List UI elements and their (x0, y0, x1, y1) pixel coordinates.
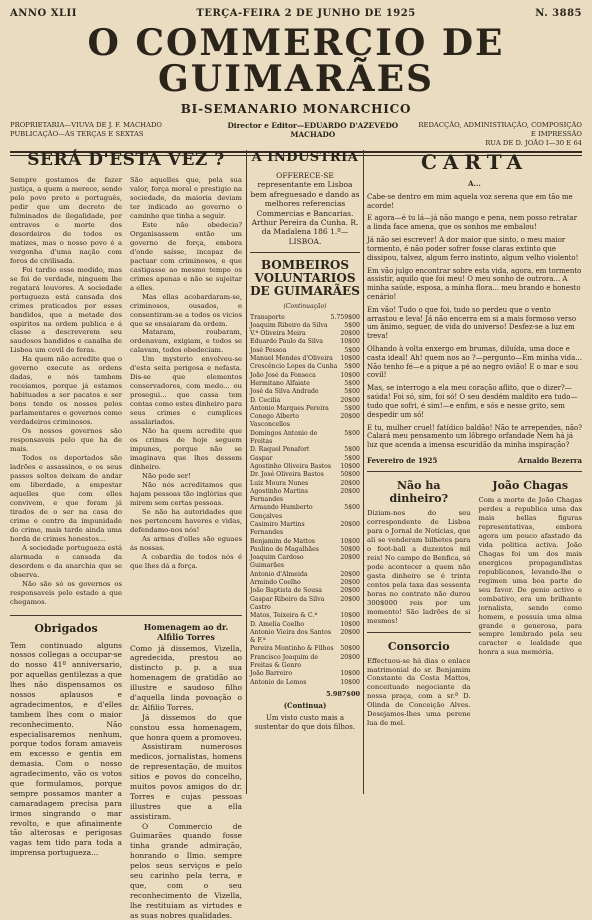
poem-stanza: Cabe-se dentro em mim aquela voz serena que em tão me acorde! (367, 193, 582, 211)
newspaper-title: O COMMERCIO DE GUIMARÃES (10, 25, 582, 97)
lead-paragraph: Se não ha autoridades que nos pertencem haveres e vidas, defendamo-nos nós! (130, 508, 242, 535)
donation-name: Agostinho Oliveira Bastos (250, 463, 335, 471)
donation-value: 10$00 (340, 621, 360, 629)
donation-name: Armando Humberto Gonçalves (250, 504, 344, 521)
donation-row (250, 446, 360, 454)
donation-name: D. Cecilia (250, 397, 284, 405)
donation-value: 5$00 (344, 380, 360, 388)
left-column (10, 150, 242, 794)
donation-value: 10$00 (340, 612, 360, 620)
donation-name: Benjamim de Mattos (250, 538, 319, 546)
top-meta (10, 8, 582, 19)
donation-row (250, 504, 360, 521)
donation-row (250, 596, 360, 613)
donation-value: 50$00 (340, 546, 360, 554)
donation-value: 10$00 (340, 463, 360, 471)
lead-paragraph: Este não obedecia? Organisassem então um governo de força, embora d'onde saísse, incapaz de pactuar com criminosos, e que castigasse ao mesmo tempo os crimes apenas e não se sujeitar a elles. (130, 221, 242, 293)
donation-row (250, 579, 360, 587)
donation-value: 50$00 (340, 645, 360, 653)
right-column (367, 150, 582, 794)
donation-name: Manuel Mendes d'Oliveira (250, 355, 337, 363)
donation-name: Armindo Coelho (250, 579, 305, 587)
lead-paragraph: A sociedade portugueza está alarmada e cansada da desordem e da anarchia que se observa. (10, 544, 122, 580)
donation-name: D. Amelia Coelho (250, 621, 308, 629)
homenagem-title: Homenagem ao dr. Alfilio Torres (130, 622, 242, 642)
donation-row (250, 571, 360, 579)
lead-paragraph: Não pode ser! (130, 472, 242, 481)
lead-paragraph: Ha quem não acredite que o governo execute as ordens dadas, e nós tambem receiamos, porque já estamos habituados a ser pacatos e ser bons tendo os nossos pelos parlamentares e governos como verdadeiros criminosos. (10, 355, 122, 427)
donation-value: 20$00 (340, 480, 360, 488)
donation-name: Domingos Antonio de Freitas (250, 430, 344, 447)
donation-row (250, 430, 360, 447)
donation-name: V.ª Oliveira Meira (250, 330, 310, 338)
donation-name: João José da Fonseca (250, 372, 320, 380)
donation-name: Crescêncio Lopes da Cunha (250, 363, 341, 371)
lead-paragraph: São aquelles que, pela sua valor, força moral e prestigio na sociedade, da maioria deviam ter indicado ao governo o caminho que tinha a seguir. (130, 176, 242, 221)
lead-article (10, 176, 242, 607)
proprietaria-line: PROPRIETARIA—VIUVA DE J. F. MACHADO (10, 121, 212, 130)
donation-row (250, 679, 360, 687)
lead-paragraph: Foi tardio esse medido, mas se foi de verdade, ninguem lhe regatará louvores. A sociedade portugueza está cansada dos crimes praticados por esses bandidos, que a metade dos espiritos na ordem publica e á classe a descreverem seu saudosos bandidos e canalha de Lisboa um covil de feras. (10, 266, 122, 356)
publisher-info (10, 121, 582, 147)
donation-row (250, 480, 360, 488)
donation-name: Antonio Vieira dos Santos & F.ª (250, 629, 340, 646)
dinheiro-title: Não ha dinheiro? (367, 479, 471, 505)
donation-value: 5$00 (344, 504, 360, 521)
poem-stanza: Mas, se interrogo a ela meu coração aflito, que o dizer?—saúda! Foi só, sim, foi só! O seu desdém maldito era tudo—tudo que sofri, é sim!—e enfim, e sós e nesse grito, sem despedir um só! (367, 384, 582, 419)
consorcio-title: Consorcio (367, 640, 471, 653)
donation-name: Hermitano Alfaiate (250, 380, 314, 388)
continua-label: (Continua) (250, 701, 360, 710)
publicacao-line: PUBLICAÇÃO—ÁS TERÇAS E SEXTAS (10, 130, 212, 139)
donation-name: Francisco Joaquim de Freitas & Genro (250, 654, 340, 671)
industria-ad (250, 150, 360, 253)
director-line: Director e Editor—EDUARDO D'AZEVEDO MACHADO (212, 121, 414, 140)
donation-name: Antonio d'Almeida (250, 571, 312, 579)
donation-row (250, 405, 360, 413)
donation-name: Pereira Montinho & Filhos (250, 645, 338, 653)
donation-name: João Barreiro (250, 670, 296, 678)
donation-name: Matos, Teixeira & C.ª (250, 612, 321, 620)
lead-paragraph: Sempre gostamos de fazer justiça, a quem a merece, sendo pelo povo preto e português, pedir que um decreto de fulminados de ilegalidade, por entraves e morte dos desordeiros de todos os matizes, mas o nosso povo é a vergonha d'uma nação com foros de civilisada. (10, 176, 122, 266)
lead-paragraph: As armas d'elles são eguaes ás nossas. (130, 535, 242, 553)
donation-row (250, 388, 360, 396)
carta-salutation: A... (367, 180, 582, 189)
donation-name: Eduardo Paulo da Silva (250, 338, 327, 346)
donation-name: José da Silva Andrade (250, 388, 323, 396)
donation-name: Antonio de Lemos (250, 679, 310, 687)
donation-row (250, 621, 360, 629)
date-label: TERÇA-FEIRA 2 DE JUNHO DE 1925 (196, 8, 415, 19)
consorcio-text: Effectuou-se há dias o enlace matrimonial do sr. Benjamim Constante da Costa Mattos, conceituado negociante da nossa praça, com a sr.ª D. Olinda de Conceição Alves. Desejamos-lhes uma perene lua de mel. (367, 657, 471, 729)
lead-paragraph: Um mysterio envolveu-se d'esta seita perigosa e nefasta. Dis-se que elementos conservadores, com medo... ou prosegui... que cassa tem contas como estes dinheiro para seus crimes e cumplices assalariados. (130, 355, 242, 427)
issue-number: N. 3885 (535, 8, 582, 19)
lower-left-articles (10, 615, 242, 920)
donation-name: Transporte (250, 314, 289, 322)
bombeiros-title: BOMBEIROS VOLUNTARIOS DE GUIMARÃES (250, 259, 360, 299)
donation-value: 10$00 (340, 538, 360, 546)
industria-text: OFFERECE-SE representante em Lisboa bem afreguesado e dando as melhores referencias Commercias e Bancarias. Arthur Pereira da Cunha. R. da Madalena 186 1.º—LISBOA. (250, 171, 360, 246)
obrigados-text: Tem continuado alguns nossos collegas a occupar-se do nosso 41º anniversario, por aquellas gentilezas a que lhes não dispensamos os nossos aplausos e agradecimentos, e d'elles tambem lhes com o maior reconhecimento. Não especialisaremos nenhum, porque todos foram amaveis em excesso e gentis em demasia. Com o nosso agradecimento, vão os votos que formulamos, porque sempre possamos manter a camaradagem precisa para irmos singrando o mar revolto, e que afinaimente tão alterosas e perigosas vagas tem tido para toda a imprensa portugueza... (10, 641, 122, 859)
donation-value: 20$00 (340, 521, 360, 538)
lead-paragraph: Os nossos governos são responsaveis pelo que ha de mais. (10, 427, 122, 454)
donation-value: 20$00 (340, 654, 360, 671)
donation-row (250, 380, 360, 388)
donation-value: 5.759$00 (330, 314, 360, 322)
donation-value: 20$00 (340, 397, 360, 405)
donation-name: Luiz Moura Nunes (250, 480, 312, 488)
obrigados-title: Obrigados (10, 622, 122, 635)
column-divider (246, 150, 247, 794)
right-bottom-articles (367, 471, 582, 728)
continuation-label: (Continuação) (250, 303, 360, 310)
donation-value: 5$00 (344, 347, 360, 355)
donation-value: 10$00 (340, 372, 360, 380)
lead-headline: SERÁ D'ESTA VEZ ? (10, 150, 242, 170)
donation-value: 10$00 (340, 355, 360, 363)
donation-row (250, 546, 360, 554)
homenagem-text: Assistiram numerosos medicos, jornalistas, homens de representação, de muitos sitios e povos do concelho, muitos povos amigos do dr. Torres e cujas pessoas illustres que a ella assistiram. (130, 742, 242, 821)
lead-paragraph: Mas ellas acobardaram-se, criminosos, ousados, e consentiram-se a todos os vicios que se ensaiaram da ordem. (130, 293, 242, 329)
donation-row (250, 587, 360, 595)
donation-name: José Pessoa (250, 347, 290, 355)
chagas-title: João Chagas (479, 479, 583, 492)
carta-author: Arnaldo Bezerra (518, 456, 582, 465)
carta-poem (367, 180, 582, 450)
lead-paragraph: Não nós acreditamos que hajam pessoas tão inglórias que mirem sem certas pessoas. (130, 481, 242, 508)
donation-name: João Baptista de Sousa (250, 587, 326, 595)
middle-bottom-note: Um visto custo mais a sustentar do que dois filhos. (250, 714, 360, 732)
donation-value: 5$00 (344, 446, 360, 454)
donation-value: 10$00 (340, 679, 360, 687)
donation-name: Gaspar (250, 455, 276, 463)
donation-value: 20$00 (340, 571, 360, 579)
poem-stanza: E tu, mulher cruel! fatídico baldão! Não te arrependes, não? Calará meu pensamento um lôbrego orfandade Nem há já luz que acenda a imensa escuridão da minha inspiração? (367, 424, 582, 450)
donation-row (250, 538, 360, 546)
donation-value: 50$00 (340, 471, 360, 479)
donation-row (250, 629, 360, 646)
donation-value: 20$00 (340, 629, 360, 646)
homenagem-text: Já dissemos do que constou essa homenagem, que honra quem a promoveu. (130, 713, 242, 743)
donation-row (250, 654, 360, 671)
donation-value: 20$00 (340, 596, 360, 613)
columns-area (10, 150, 582, 794)
redaccao-line: REDACÇÃO, ADMINISTRAÇÃO, COMPOSIÇÃO E IMPRESSÃO (414, 121, 582, 139)
donation-row (250, 322, 360, 330)
column-divider (363, 150, 364, 794)
donation-value: 5$00 (344, 405, 360, 413)
donation-name: Agostinho Martins Fernandes (250, 488, 340, 505)
lead-paragraph: Não ha quem acredite que os crimes de hoje seguem impunes, porque não se imaginava que lhes dessem dinheiro. (130, 427, 242, 472)
donation-list (250, 314, 360, 687)
donation-value: 5$00 (344, 388, 360, 396)
donation-row (250, 612, 360, 620)
newspaper-subtitle: BI-SEMANARIO MONARCHICO (10, 102, 582, 116)
donation-value: 5$00 (344, 430, 360, 447)
poem-stanza: E agora—é tu lá—já não mango e pena, nem posso retratar a linda face amena, que os sonhos me embalou! (367, 214, 582, 232)
donation-value: 5$00 (344, 455, 360, 463)
lead-paragraph: Todos os deportados são ladrões e assassinos, e os seus passos soltos deixam de andar em liberdade, a empestar aquelles que com elles convivem, e que foram já tirados de o ser na casa do crime e centro da impunidade do crime, mais tarde ainda uma horda de crimes honestos... (10, 454, 122, 544)
donation-name: Casimiro Martins Fernandes (250, 521, 340, 538)
middle-column (250, 150, 360, 794)
dinheiro-text: Diziam-nos do seu correspondente de Lisboa para o Jornal de Notícias, que ali se venderam bilhetes para o foot-ball a duzentos mil reis! No campo do Benfica, só pode acontecer a quem não gasta dinheiro se é trinta contos pela taxa das sessenta horas no contrato não durou 300$000 reis por um momento! São ladrões de si mesmos! (367, 509, 471, 626)
donation-name: Antonio Marques Pereira (250, 405, 333, 413)
lead-paragraph: Mataram, roubaram, ordenavam, exigiam, e todos se calavam, todos obedeciam. (130, 328, 242, 355)
year-label: ANNO XLII (10, 8, 77, 19)
donation-row (250, 455, 360, 463)
homenagem-text: Como já dissemos, Vizella, agredecida, prestou ao distincto p. p. a sua homenagem de gratidão ao illustre e saudoso filho d'aquella linda povoação o dr. Alfilio Torres. (130, 644, 242, 713)
carta-date: Fevereiro de 1925 (367, 456, 437, 465)
donation-row (250, 463, 360, 471)
donation-row (250, 330, 360, 338)
donation-name: Conego Alberto Vasconcellos (250, 413, 340, 430)
donation-row (250, 397, 360, 405)
donation-value: 20$00 (340, 554, 360, 571)
carta-signature (367, 456, 582, 465)
donation-row (250, 670, 360, 678)
donation-name: Joaquim Cardoso Guimarães (250, 554, 340, 571)
poem-stanza: Em vão! Tudo o que foi, tudo so perdeu que o vento arrastou e leva! Já não encerra em si a mais formoso verso um ânimo, seguer, de vida do universo! Desfez-se a luz em treva! (367, 306, 582, 341)
donation-name: Joaquim Ribeiro da Silva (250, 322, 332, 330)
donation-row (250, 314, 360, 322)
poem-stanza: Olhando à volta enxergo em brumas, diluída, uma doce e casta ideal! Ah! quem nos ao ?—pergunto—Em minha vida... Não tenho fé—e a pique a pé ao negro ovião! E o mar e sou covil! (367, 345, 582, 380)
donation-value: 5$00 (344, 363, 360, 371)
donation-name: Paulino de Magalhães (250, 546, 323, 554)
donation-row (250, 521, 360, 538)
donation-value: 20$00 (340, 330, 360, 338)
homenagem-text: O Commercio de Guimarães quando fosse tinha grande admiração, honrando o Ilmo. sempre pelos seus serviços e pelo seu carinho pela terra, e que, com o seu reconhecimento de Vizella, lhe restituiam as virtudes e as suas nobres qualidades. (130, 822, 242, 920)
donation-row (250, 363, 360, 371)
donation-value: 5$00 (344, 322, 360, 330)
street-line: RUA DE D. JOÃO I—30 E 64 (414, 139, 582, 148)
donation-total: 5.987$00 (250, 690, 360, 698)
carta-title: CARTA (367, 150, 582, 174)
poem-stanza: Em vão julgo encontrar sobre esta vida, agora, em tormento assistir, aquilo que foi meu! O meu sonho de outrora... A minha saúde, esposa, a minha flora... meu brando e honesto cenário! (367, 267, 582, 302)
donation-name: D. Raquel Penafort (250, 446, 313, 454)
donation-value: 20$00 (340, 587, 360, 595)
donation-row (250, 413, 360, 430)
donation-row (250, 488, 360, 505)
donation-name: Gaspar Ribeiro da Silva Castro (250, 596, 340, 613)
lead-paragraph: Não são só os governos os responsaveis pelo estado a que chegamos. (10, 580, 122, 607)
donation-value: 10$00 (340, 670, 360, 678)
industria-title: A INDUSTRIA (250, 150, 360, 165)
donation-row (250, 372, 360, 380)
donation-value: 20$00 (340, 413, 360, 430)
poem-stanza: Já não sei escrever! A dor maior que sinto, o meu maior tormento, é não poder sofrer fosse claras extinto que dissipou, talvez, algum ferro instinto, algum velho violento! (367, 236, 582, 262)
lead-paragraph: A cobardia de todos nós é que lhes dá a força. (130, 553, 242, 571)
donation-row (250, 347, 360, 355)
chagas-text: Com a morte de João Chagas perdeu a republica uma das mais bellas figuras representativas, embora agora um pouco afastado da vida politica activa. João Chagas foi um dos mais energicos propagandistas republicanos, levando-lhe o regimen uma boa parte do seu favor. De genio activo e combativo, era um brilhante jornalista, sendo como homem, e possuía uma alma grande e generosa, para sempre lembrado pela seu caracter e lealdade que honra a sua memória. (479, 496, 583, 657)
donation-row (250, 645, 360, 653)
donation-row (250, 338, 360, 346)
donation-row (250, 355, 360, 363)
donation-row (250, 554, 360, 571)
donation-row (250, 471, 360, 479)
donation-name: Dr. José Oliveira Bastos (250, 471, 328, 479)
donation-value: 10$00 (340, 338, 360, 346)
donation-value: 20$00 (340, 579, 360, 587)
donation-value: 20$00 (340, 488, 360, 505)
